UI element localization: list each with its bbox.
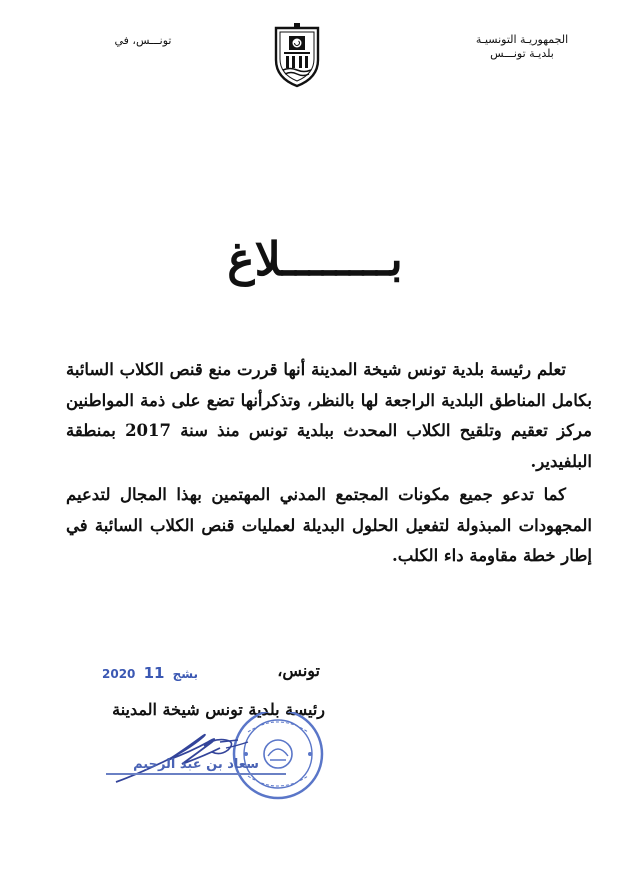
place-date-line: تونـــس، في [114,34,172,47]
signer-name: سعاد بن عبد الرحيم [106,757,286,775]
letterhead [452,33,592,61]
body-paragraph-2: كما تدعو جميع مكونات المجتمع المدني المهتمين بهذا المجال لتدعيم المجهودات المبذولة لتفعيل الحلول البديلة لعمليات قنص الكلاب السائبة في إطار خطة مقاومة داء الكلب. [66,485,592,565]
signer-title: رئيسة بلدية تونس شيخة المدينة [112,700,325,719]
closing-place: تونس، [277,661,320,680]
body-paragraph-1: تعلم رئيسة بلدية تونس شيخة المدينة أنها قررت منع قنص الكلاب السائبة بكامل المناطق البلدية الراجعة لها بالنظر، وتذكرأنها تضع على ذمة المواطنين مركز تعقيم وتلقيح الكلاب المحدث ببلدية تونس منذ سنة 2017 بمنطقة البلفيدير. [66,360,592,471]
municipality-name: بلديـة تونـــس [490,47,554,60]
stamp-year: 2020 [102,667,136,681]
republic-name: الجمهوريـة التونسيـة [475,33,569,46]
notice-body [66,355,592,572]
municipality-emblem-icon [272,22,322,88]
date-stamp [102,664,252,682]
stamp-day: 11 [143,664,165,682]
notice-title: بــــــــلاغ [227,232,403,286]
stamp-month: بشج [172,667,199,681]
